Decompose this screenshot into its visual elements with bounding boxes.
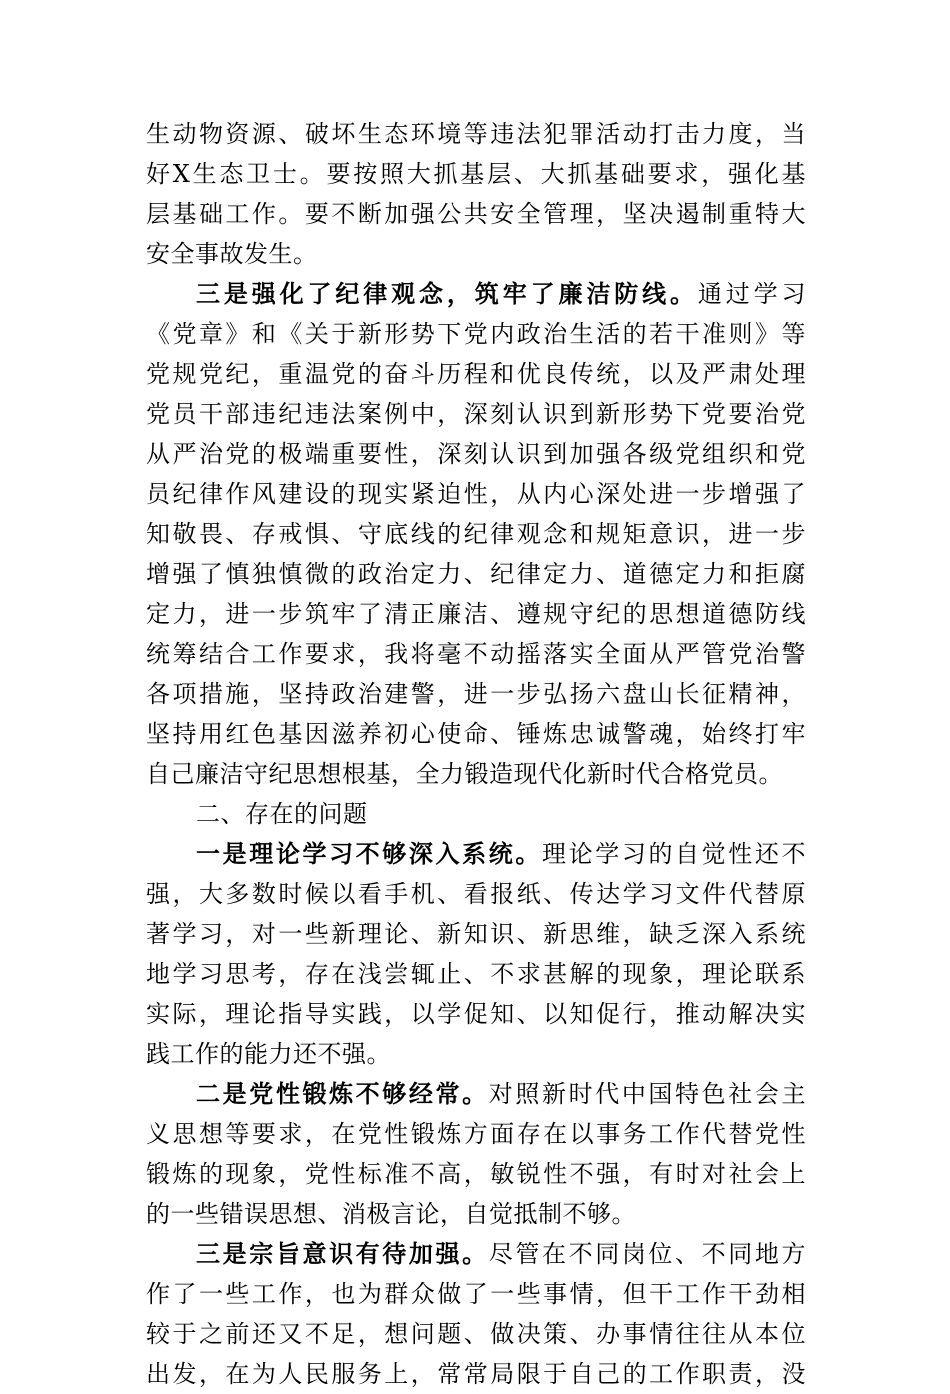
text-line-14: 统筹结合工作要求，我将毫不动摇落实全面从严管党治警 — [146, 640, 806, 668]
text-line-32: 出发，在为人民服务上，常常局限于自己的工作职责，没 — [146, 1360, 806, 1388]
text-line-2: 好X生态卫士。要按照大抓基层、大抓基础要求，强化基 — [146, 160, 806, 188]
document-body — [146, 114, 806, 1394]
text-line-13: 定力，进一步筑牢了清正廉洁、遵规守纪的思想道德防线 — [146, 600, 806, 628]
text-line-27: 锻炼的现象，党性标准不高，敏锐性不强，有时对社会上 — [146, 1160, 806, 1188]
section-heading-problems: 二、存在的问题 — [196, 800, 368, 828]
paragraph-purpose-heading: 三是宗旨意识有待加强。尽管在不同岗位、不同地方 — [196, 1239, 806, 1268]
text-line-7: 党规党纪，重温党的奋斗历程和优良传统，以及严肃处理 — [146, 360, 806, 388]
text-line-8: 党员干部违纪违法案例中，深刻认识到新形势下党要治党 — [146, 400, 806, 428]
text-line-31: 较于之前还又不足，想问题、做决策、办事情往往从本位 — [146, 1320, 806, 1348]
text-line-12: 增强了慎独慎微的政治定力、纪律定力、道德定力和拒腐 — [146, 560, 806, 588]
text-line-4: 安全事故发生。 — [146, 240, 318, 268]
text-line-10: 员纪律作风建设的现实紧迫性，从内心深处进一步增强了 — [146, 480, 806, 508]
paragraph-theory-heading: 一是理论学习不够深入系统。理论学习的自觉性还不 — [196, 839, 807, 868]
paragraph-party-spirit-heading: 二是党性锻炼不够经常。对照新时代中国特色社会主 — [196, 1079, 806, 1108]
text-line-15: 各项措施，坚持政治建警，进一步弘扬六盘山长征精神， — [146, 680, 806, 708]
text-line-17: 自己廉洁守纪思想根基，全力锻造现代化新时代合格党员。 — [146, 760, 783, 788]
text-line-30: 作了一些工作，也为群众做了一些事情，但干工作干劲相 — [146, 1280, 806, 1308]
text-line-22: 地学习思考，存在浅尝辄止、不求甚解的现象，理论联系 — [146, 960, 806, 988]
text-line-23: 实际，理论指导实践，以学促知、以知促行，推动解决实 — [146, 1000, 806, 1028]
text-line-11: 知敬畏、存戒惧、守底线的纪律观念和规矩意识，进一步 — [146, 520, 806, 548]
bold-lead-purpose: 三是宗旨意识有待加强。 — [196, 1239, 489, 1268]
text-line-20: 强，大多数时候以看手机、看报纸、传达学习文件代替原 — [146, 880, 806, 908]
text-line-6: 《党章》和《关于新形势下党内政治生活的若干准则》等 — [146, 320, 806, 348]
text-line-24: 践工作的能力还不强。 — [146, 1040, 391, 1068]
text-line-3: 层基础工作。要不断加强公共安全管理，坚决遏制重特大 — [146, 200, 806, 228]
bold-lead-discipline: 三是强化了纪律观念，筑牢了廉洁防线。 — [196, 279, 698, 308]
text-line-26: 义思想等要求，在党性锻炼方面存在以事务工作代替党性 — [146, 1120, 806, 1148]
text-line-21: 著学习，对一些新理论、新知识、新思维，缺乏深入系统 — [146, 920, 806, 948]
bold-lead-theory: 一是理论学习不够深入系统。 — [196, 839, 542, 868]
text-line-9: 从严治党的极端重要性，深刻认识到加强各级党组织和党 — [146, 440, 806, 468]
text-line-16: 坚持用红色基因滋养初心使命、锤炼忠诚警魂，始终打牢 — [146, 720, 806, 748]
text-line-1: 生动物资源、破坏生态环境等违法犯罪活动打击力度，当 — [146, 120, 806, 148]
text-line-28: 的一些错误思想、消极言论，自觉抵制不够。 — [146, 1200, 636, 1228]
bold-lead-party-spirit: 二是党性锻炼不够经常。 — [196, 1079, 489, 1108]
paragraph-discipline-heading: 三是强化了纪律观念，筑牢了廉洁防线。通过学习 — [196, 279, 807, 308]
